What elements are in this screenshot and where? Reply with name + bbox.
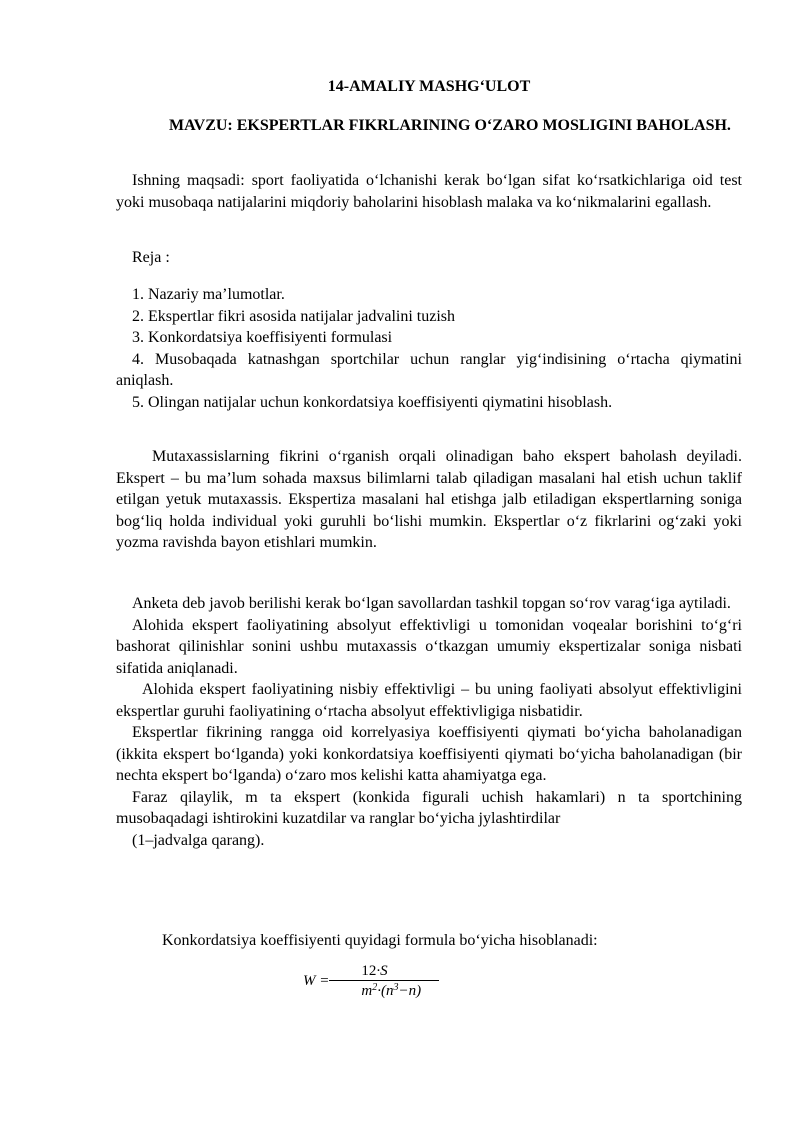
plan-heading: Reja : [132, 249, 170, 266]
goal-text: Ishning maqsadi: sport faoliyatida o‘lchanishi kerak bo‘lgan sifat ko‘rsatkichlariga oid test yoki musobaqa natijalarini miqdoriy baholarini hisoblash malaka va ko‘nikmalarini egallash. [116, 172, 742, 211]
formula-denominator: $m^2\cdot(n^3-n)$ [329, 980, 439, 1001]
plan-item: 1. Nazariy ma’lumotlar. [132, 286, 285, 303]
plan-item: 3. Konkordatsiya koeffisiyenti formulasi [132, 329, 393, 346]
plan-list [116, 284, 742, 413]
body-paragraph-1: Mutaxassislarning fikrini o‘rganish orqali olinadigan baho ekspert baholash deyiladi. Ekspert – bu ma’lum sohada maxsus bilimlarni talab qiladigan masalani hal etish uchun taklif etilgan yetuk mutaxassis. Ekspertiza masalani hal etishga jalb etiladigan ekspertlarning soniga bog‘liq holda individual yoki guruhli bo‘lishi mumkin. Ekspertlar o‘z fikrlarini og‘zaki yoki yozma ravishda bayon etishlari mumkin. [116, 448, 742, 551]
topic-heading: MAVZU: EKSPERTLAR FIKRLARINING O‘ZARO MOSLIGINI BAHOLASH. [169, 117, 731, 134]
page-title: 14-AMALIY MASHG‘ULOT [327, 78, 531, 95]
plan-item: 5. Olingan natijalar uchun konkordatsiya koeffisiyenti qiymatini hisoblash. [132, 393, 613, 411]
goal-paragraph [116, 170, 742, 213]
formula-numerator: 12·S [361, 963, 388, 979]
formula-lhs: W = [303, 973, 330, 989]
formula-intro: Konkordatsiya koeffisiyenti quyidagi formula bo‘yicha hisoblanadi: [162, 932, 598, 949]
plan-item: 2. Ekspertlar fikri asosida natijalar jadvalini tuzish [132, 307, 456, 325]
concordance-formula [303, 962, 439, 1001]
plan-item: 4. Musobaqada katnashgan sportchilar uchun ranglar yig‘indisining o‘rtacha qiymatini aniqlash. [116, 350, 742, 389]
formula-fraction [329, 962, 439, 1001]
body-paragraph-2: Anketa deb javob berilishi kerak bo‘lgan savollardan tashkil topgan so‘rov varag‘iga aytiladi. Alohida ekspert faoliyatining absolyut effektivligi u tomonidan voqealar borishini to‘g‘ri bashorat qilinishlar sonini ushbu mutaxassis o‘tkazgan umumiy ekspertizalar soniga nisbati sifatida aniqlanadi. Alohida ekspert faoliyatining nisbiy effektivligi – bu uning faoliyati absolyut effektivligini ekspertlar guruhi faoliyatining o‘rtacha absolyut effektivligiga nisbatidir. Ekspertlar fikrining rangga oid korrelyasiya koeffisiyenti qiymati bo‘yicha baholanadigan (ikkita ekspert bo‘lganda) yoki konkordatsiya koeffisiyenti qiymati bo‘yicha baholanadigan (bir nechta ekspert bo‘lganda) o‘zaro mos kelishi katta ahamiyatga ega. Faraz qilaylik, m ta ekspert (konkida figurali uchish hakamlari) n ta sportchining musobaqadagi ishtirokini kuzatdilar va ranglar bo‘yicha jylashtirdilar (1–jadvalga qarang). [116, 595, 742, 849]
